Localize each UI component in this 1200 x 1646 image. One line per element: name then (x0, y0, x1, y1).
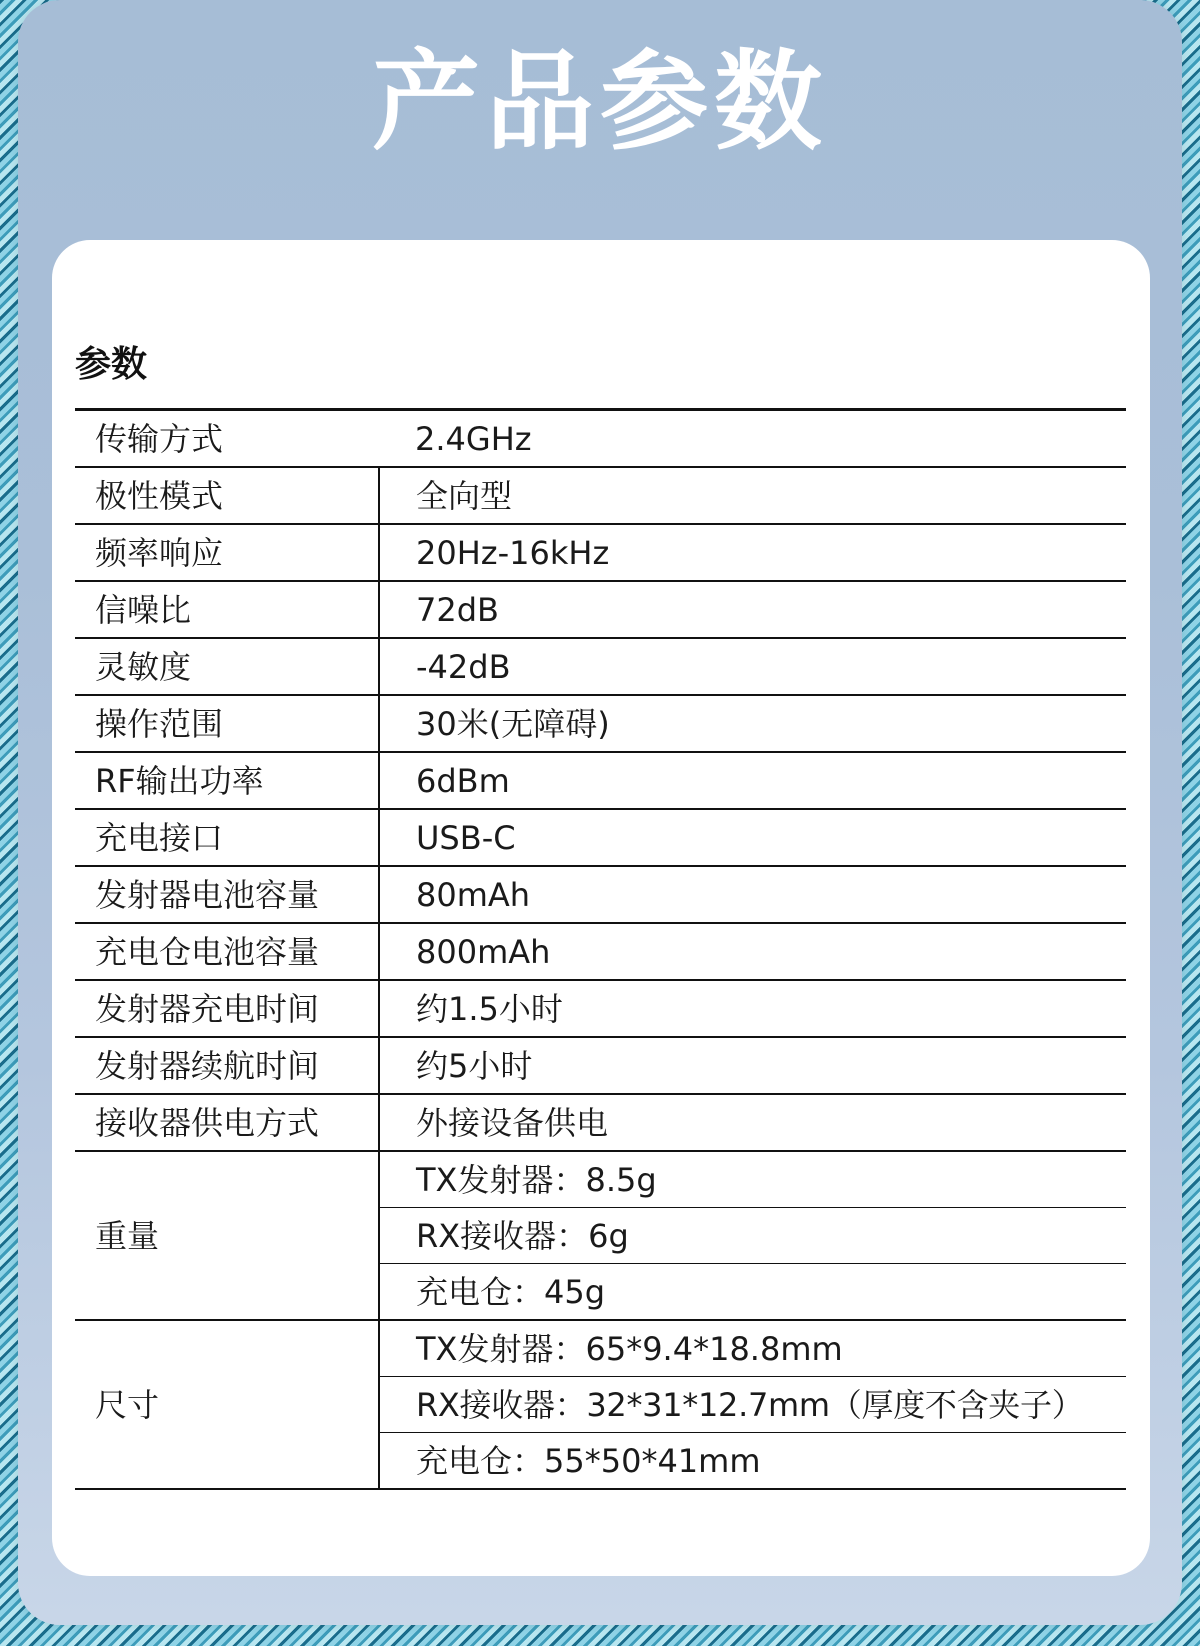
table-row (75, 410, 1126, 468)
spec-key-weight: 重量 (75, 1151, 379, 1320)
table-row (75, 638, 1126, 695)
spec-key-size: 尺寸 (75, 1320, 379, 1489)
spec-table (75, 408, 1126, 1490)
spec-value: 6dBm (379, 752, 1126, 809)
table-row (75, 980, 1126, 1037)
spec-value: -42dB (379, 638, 1126, 695)
spec-key: 信噪比 (95, 590, 192, 629)
table-row (75, 1037, 1126, 1094)
table-row (75, 866, 1126, 923)
spec-key: 发射器充电时间 (95, 989, 320, 1028)
spec-value: 充电仓：45g (379, 1264, 1126, 1321)
spec-key: 传输方式 (95, 419, 224, 458)
spec-key: 发射器电池容量 (95, 875, 320, 914)
table-row (75, 467, 1126, 524)
spec-value: USB-C (379, 809, 1126, 866)
spec-key: 充电仓电池容量 (95, 932, 320, 971)
spec-value: TX发射器：8.5g (379, 1151, 1126, 1208)
spec-key: RF输出功率 (95, 761, 264, 800)
table-row-size-tx (75, 1320, 1126, 1377)
spec-value: 外接设备供电 (379, 1094, 1126, 1151)
table-row (75, 1094, 1126, 1151)
table-row (75, 695, 1126, 752)
spec-key: 极性模式 (95, 476, 224, 515)
spec-key: 发射器续航时间 (95, 1046, 320, 1085)
spec-value: RX接收器：6g (379, 1208, 1126, 1264)
spec-value: 充电仓：55*50*41mm (379, 1433, 1126, 1490)
spec-key: 灵敏度 (95, 647, 192, 686)
table-row (75, 752, 1126, 809)
spec-value: 全向型 (379, 467, 1126, 524)
spec-key: 操作范围 (95, 704, 224, 743)
spec-value: 约5小时 (379, 1037, 1126, 1094)
spec-value: 80mAh (379, 866, 1126, 923)
spec-value: 800mAh (379, 923, 1126, 980)
spec-value: 2.4GHz (415, 419, 532, 458)
table-row (75, 581, 1126, 638)
spec-key: 频率响应 (95, 533, 224, 572)
spec-key: 充电接口 (95, 818, 224, 857)
spec-value: RX接收器：32*31*12.7mm（厚度不含夹子） (379, 1377, 1126, 1433)
table-row-weight-tx (75, 1151, 1126, 1208)
section-title: 参数 (75, 344, 148, 385)
spec-value: TX发射器：65*9.4*18.8mm (379, 1320, 1126, 1377)
table-row (75, 923, 1126, 980)
spec-value: 约1.5小时 (379, 980, 1126, 1037)
spec-value: 30米(无障碍) (379, 695, 1126, 752)
spec-value: 20Hz-16kHz (379, 524, 1126, 581)
table-row (75, 524, 1126, 581)
page-heading: 产品参数 (371, 40, 828, 165)
table-row (75, 809, 1126, 866)
spec-value: 72dB (379, 581, 1126, 638)
spec-key: 接收器供电方式 (95, 1103, 320, 1142)
